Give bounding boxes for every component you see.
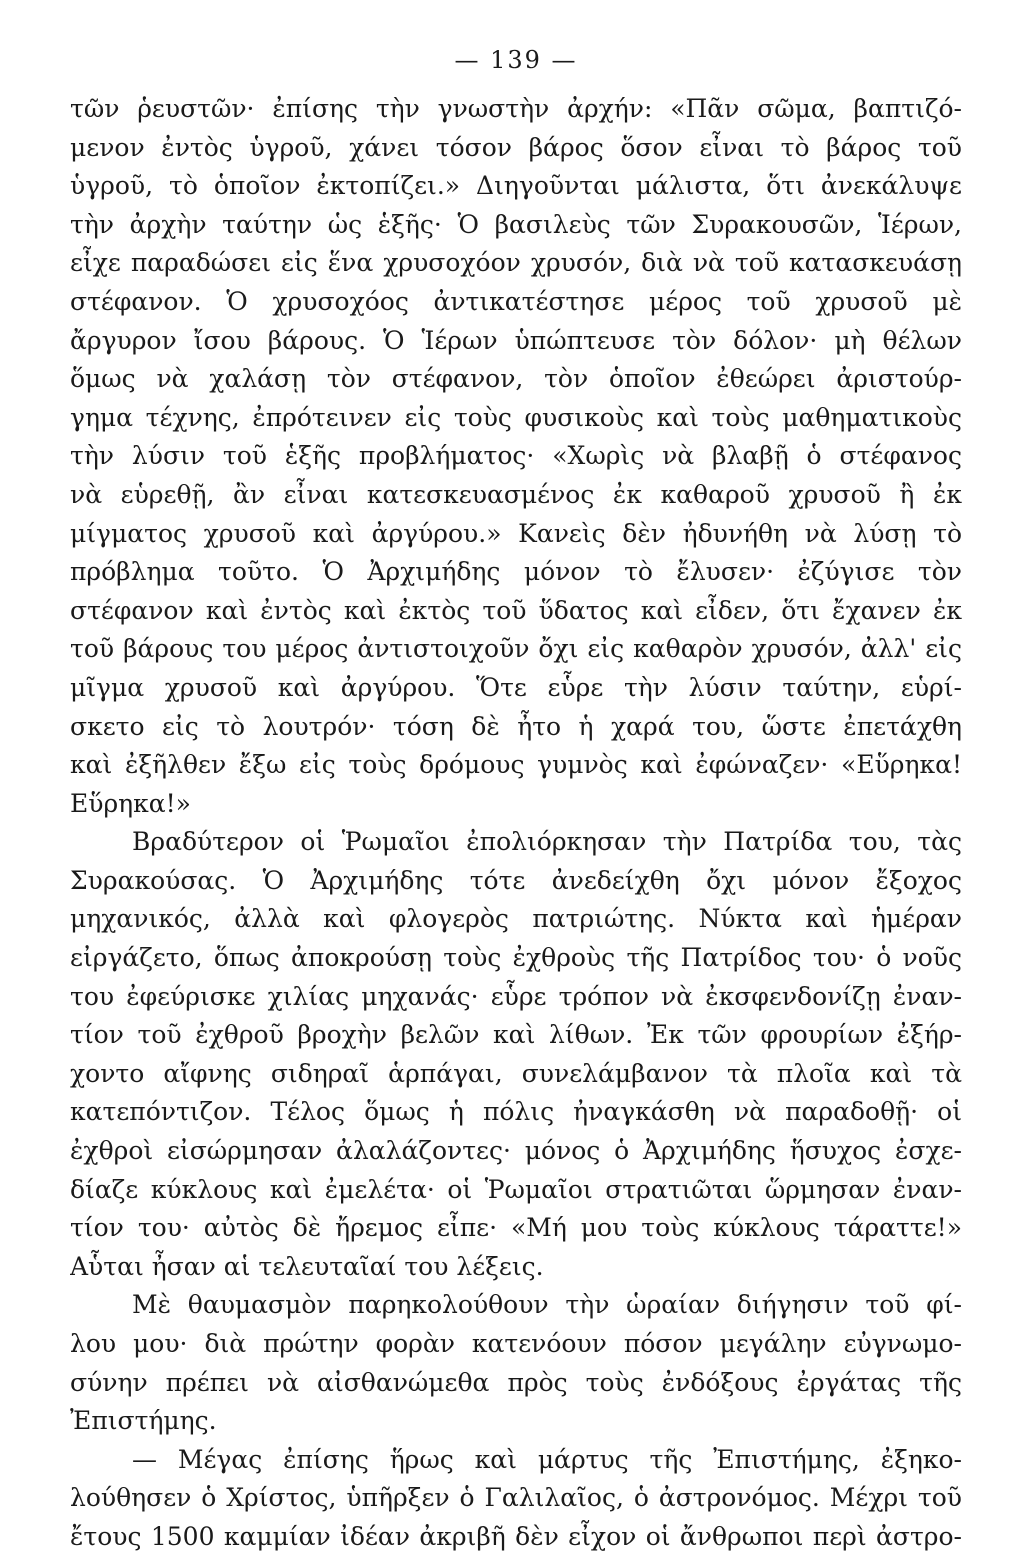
text-line: Εὕρηκα!» xyxy=(70,788,191,818)
text-line: Αὗται ἦσαν αἱ τελευταῖαί του λέξεις. xyxy=(70,1251,544,1281)
text-line: του ἐφεύρισκε χιλίας μηχανάς· εὗρε τρόπον νὰ ἐκσφενδονίζῃ ἐναν- xyxy=(70,981,962,1011)
body-text xyxy=(70,90,962,1557)
text-line: ὅμως νὰ χαλάσῃ τὸν στέφανον, τὸν ὁποῖον ἐθεώρει ἀριστούρ- xyxy=(70,364,962,394)
text-line: τίον του· αὐτὸς δὲ ἤρεμος εἶπε· «Μή μου τοὺς κύκλους τάραττε!» xyxy=(70,1213,962,1243)
text-line: σύνην πρέπει νὰ αἰσθανώμεθα πρὸς τοὺς ἐνδόξους ἐργάτας τῆς xyxy=(70,1367,962,1397)
text-line: ὑγροῦ, τὸ ὁποῖον ἐκτοπίζει.» Διηγοῦνται μάλιστα, ὅτι ἀνεκάλυψε xyxy=(70,171,962,201)
text-line: σκετο εἰς τὸ λουτρόν· τόση δὲ ἦτο ἡ χαρά του, ὥστε ἐπετάχθη xyxy=(70,711,962,741)
text-line: — Μέγας ἐπίσης ἥρως καὶ μάρτυς τῆς Ἐπιστήμης, ἐξηκο- xyxy=(132,1444,962,1474)
text-line: νὰ εὑρεθῇ, ἂν εἶναι κατεσκευασμένος ἐκ καθαροῦ χρυσοῦ ἢ ἐκ xyxy=(70,479,962,509)
text-line: Μὲ θαυμασμὸν παρηκολούθουν τὴν ὡραίαν διήγησιν τοῦ φί- xyxy=(132,1290,962,1320)
text-line: ἔτους 1500 καμμίαν ἰδέαν ἀκριβῆ δὲν εἶχον οἱ ἄνθρωποι περὶ ἀστρο- xyxy=(70,1521,962,1551)
text-line: τὴν ἀρχὴν ταύτην ὡς ἑξῆς· Ὁ βασιλεὺς τῶν Συρακουσῶν, Ἱέρων, xyxy=(70,209,962,239)
text-line: λου μου· διὰ πρώτην φορὰν κατενόουν πόσον μεγάλην εὐγνωμο- xyxy=(70,1329,962,1358)
page-number: — 139 — xyxy=(454,46,578,74)
text-line: πρόβλημα τοῦτο. Ὁ Ἀρχιμήδης μόνον τὸ ἔλυσεν· ἐζύγισε τὸν xyxy=(70,557,962,587)
text-line: ἄργυρον ἴσου βάρους. Ὁ Ἱέρων ὑπώπτευσε τὸν δόλον· μὴ θέλων xyxy=(70,325,962,355)
text-line: στέφανον καὶ ἐντὸς καὶ ἐκτὸς τοῦ ὕδατος καὶ εἶδεν, ὅτι ἔχανεν ἐκ xyxy=(70,595,962,625)
text-line: λούθησεν ὁ Χρίστος, ὑπῆρξεν ὁ Γαλιλαῖος, ὁ ἀστρονόμος. Μέχρι τοῦ xyxy=(70,1483,962,1513)
text-line: καὶ ἐξῆλθεν ἔξω εἰς τοὺς δρόμους γυμνὸς καὶ ἐφώναζεν· «Εὕρηκα! xyxy=(70,750,962,780)
text-line: Συρακούσας. Ὁ Ἀρχιμήδης τότε ἀνεδείχθη ὄχι μόνον ἔξοχος xyxy=(70,865,962,895)
text-line: γημα τέχνης, ἐπρότεινεν εἰς τοὺς φυσικοὺς καὶ τοὺς μαθηματικοὺς xyxy=(70,402,962,432)
text-line: τὴν λύσιν τοῦ ἑξῆς προβλήματος· «Χωρὶς νὰ βλαβῇ ὁ στέφανος xyxy=(70,441,962,471)
text-line: τοῦ βάρους του μέρος ἀντιστοιχοῦν ὄχι εἰς καθαρὸν χρυσόν, ἀλλ' εἰς xyxy=(70,634,962,664)
text-line: στέφανον. Ὁ χρυσοχόος ἀντικατέστησε μέρος τοῦ χρυσοῦ μὲ xyxy=(70,286,962,316)
text-line: τίον τοῦ ἐχθροῦ βροχὴν βελῶν καὶ λίθων. Ἐκ τῶν φρουρίων ἐξήρ- xyxy=(70,1020,962,1050)
text-line: δίαζε κύκλους καὶ ἐμελέτα· οἱ Ῥωμαῖοι στρατιῶται ὥρμησαν ἐναν- xyxy=(70,1174,962,1204)
text-line: Ἐπιστήμης. xyxy=(70,1406,217,1436)
text-line: εἶχε παραδώσει εἰς ἕνα χρυσοχόον χρυσόν, διὰ νὰ τοῦ κατασκευάσῃ xyxy=(70,248,962,278)
text-line: τῶν ῥευστῶν· ἐπίσης τὴν γνωστὴν ἀρχήν: «Πᾶν σῶμα, βαπτιζό- xyxy=(70,94,962,123)
text-line: χοντο αἴφνης σιδηραῖ ἁρπάγαι, συνελάμβανον τὰ πλοῖα καὶ τὰ xyxy=(70,1058,962,1088)
text-line: μηχανικός, ἀλλὰ καὶ φλογερὸς πατριώτης. Νύκτα καὶ ἡμέραν xyxy=(70,904,962,934)
text-line: ἐχθροὶ εἰσώρμησαν ἀλαλάζοντες· μόνος ὁ Ἀρχιμήδης ἥσυχος ἐσχε- xyxy=(70,1136,962,1166)
text-line: μενον ἐντὸς ὑγροῦ, χάνει τόσον βάρος ὅσον εἶναι τὸ βάρος τοῦ xyxy=(70,132,962,162)
text-line: μῖγμα χρυσοῦ καὶ ἀργύρου. Ὅτε εὗρε τὴν λύσιν ταύτην, εὑρί- xyxy=(70,672,962,702)
text-line: Βραδύτερον οἱ Ῥωμαῖοι ἐπολιόρκησαν τὴν Πατρίδα του, τὰς xyxy=(132,827,962,857)
text-line: μίγματος χρυσοῦ καὶ ἀργύρου.» Κανεὶς δὲν ἠδυνήθη νὰ λύσῃ τὸ xyxy=(70,518,962,548)
text-line: κατεπόντιζον. Τέλος ὅμως ἡ πόλις ἠναγκάσθη νὰ παραδοθῇ· οἱ xyxy=(70,1097,962,1127)
text-line: εἰργάζετο, ὅπως ἀποκρούσῃ τοὺς ἐχθροὺς τῆς Πατρίδος του· ὁ νοῦς xyxy=(70,943,962,973)
